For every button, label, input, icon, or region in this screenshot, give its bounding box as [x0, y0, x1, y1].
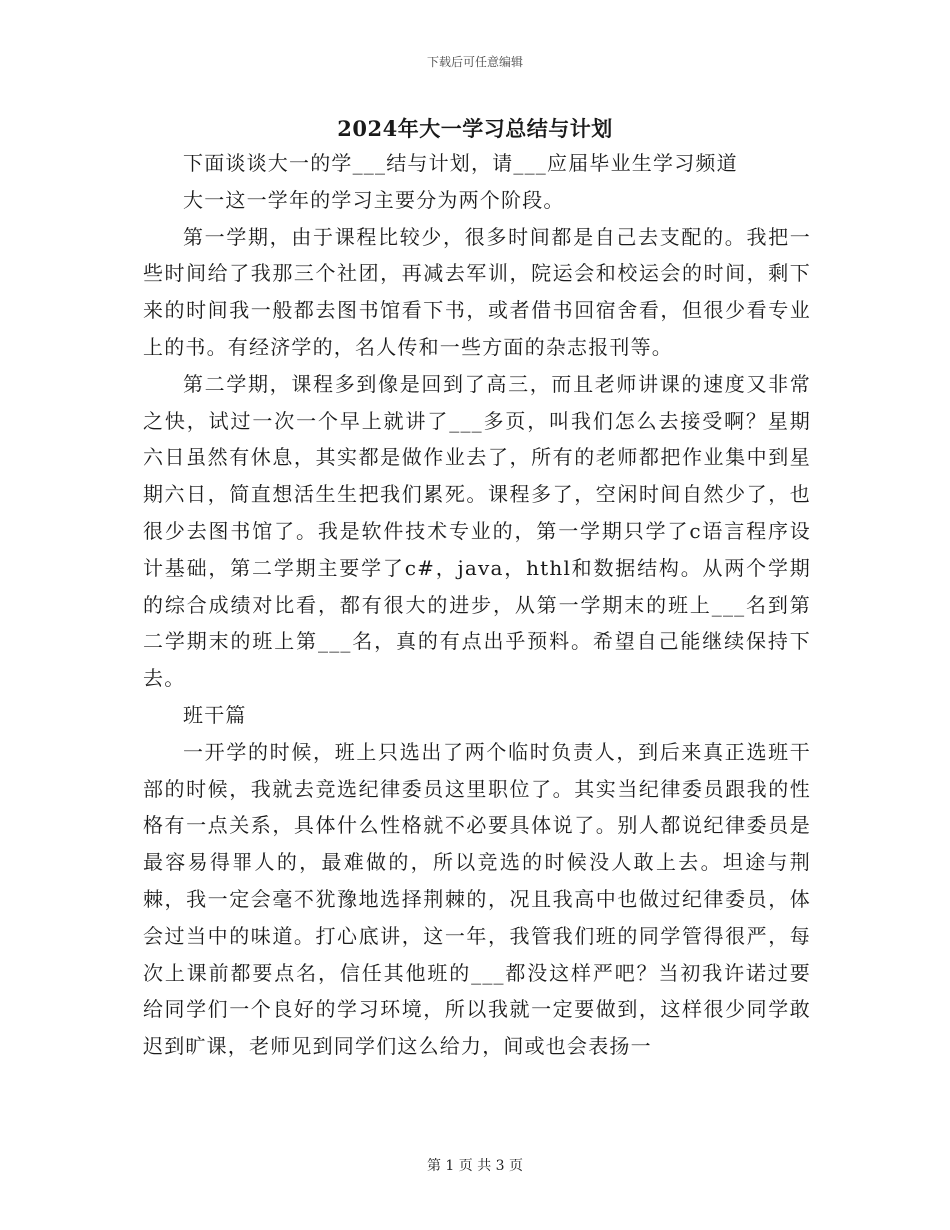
paragraph-first-semester: 第一学期，由于课程比较少，很多时间都是自己去支配的。我把一些时间给了我那三个社团，再减去军训，院运会和校运会的时间，剩下来的时间我一般都去图书馆看下书，或者借书回宿舍看，但很少看专业上的书。有经济学的，名人传和一些方面的杂志报刊等。 — [143, 224, 811, 359]
paragraph-second-semester: 第二学期，课程多到像是回到了高三，而且老师讲课的速度又非常之快，试过一次一个早上就讲了___多页，叫我们怎么去接受啊？星期六日虽然有休息，其实都是做作业去了，所有的老师都把作业集中到星期六日，简直想活生生把我们累死。课程多了，空闲时间自然少了，也很少去图书馆了。我是软件技术专业的，第一学期只学了c语言程序设计基础，第二学期主要学了c#，java，hthl和数据结构。从两个学期的综合成绩对比看，都有很大的进步，从第一学期末的班上___名到第二学期末的班上第___名，真的有点出乎预料。希望自己能继续保持下去。 — [143, 371, 811, 691]
page-number: 第 1 页 共 3 页 — [426, 1158, 524, 1174]
paragraph-intro: 下面谈谈大一的学___结与计划，请___应届毕业生学习频道 — [183, 151, 738, 175]
document-title: 2024年大一学习总结与计划 — [337, 116, 613, 141]
section-heading-class-cadre: 班干篇 — [183, 702, 247, 727]
paragraph-overview: 大一这一学年的学习主要分为两个阶段。 — [183, 187, 565, 212]
paragraph-class-cadre: 一开学的时候，班上只选出了两个临时负责人，到后来真正选班干部的时候，我就去竞选纪律委员这里职位了。其实当纪律委员跟我的性格有一点关系，具体什么性格就不必要具体说了。别人都说纪律委员是最容易得罪人的，最难做的，所以竞选的时候没人敢上去。坦途与荆棘，我一定会毫不犹豫地选择荆棘的，况且我高中也做过纪律委员，体会过当中的味道。打心底讲，这一年，我管我们班的同学管得很严，每次上课前都要点名，信任其他班的___都没这样严吧？当初我许诺过要给同学们一个良好的学习环境，所以我就一定要做到，这样很少同学敢迟到旷课，老师见到同学们这么给力，间或也会表扬一 — [143, 739, 811, 1059]
document-body — [143, 145, 811, 1065]
page-header-note: 下载后可任意编辑 — [426, 55, 523, 69]
